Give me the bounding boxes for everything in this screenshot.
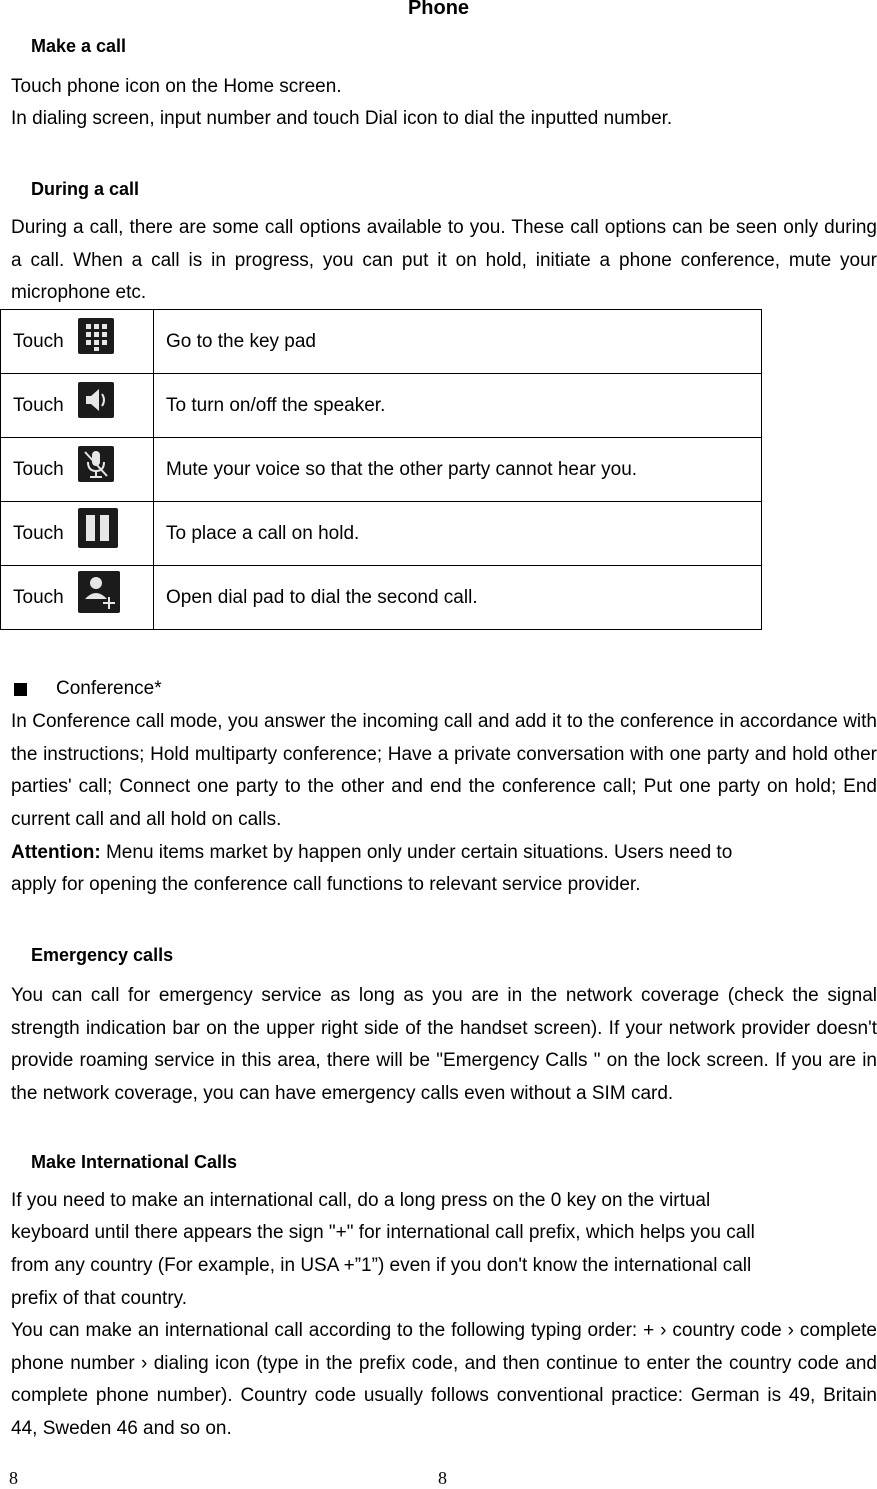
international-line2: keyboard until there appears the sign "+" for international call prefix, which helps you call	[11, 1222, 755, 1243]
make-call-line1: Touch phone icon on the Home screen.	[11, 76, 342, 97]
attention-label: Attention:	[11, 842, 101, 863]
international-line4: prefix of that country.	[11, 1288, 188, 1309]
touch-label: Touch	[13, 522, 64, 544]
option-description: Go to the key pad	[154, 310, 762, 374]
keypad-icon	[78, 318, 114, 354]
emergency-heading: Emergency calls	[31, 945, 174, 965]
option-description: Mute your voice so that the other party cannot hear you.	[154, 438, 762, 502]
option-description: To turn on/off the speaker.	[154, 374, 762, 438]
option-description: Open dial pad to dial the second call.	[154, 566, 762, 630]
conference-text: In Conference call mode, you answer the incoming call and add it to the conference in accordance with the instructions; Hold multiparty conference; Have a private conversation with one party and hold other parties' call; Connect one party to the other and end the conference call; Put one party on hold; End current call and all hold on calls.	[11, 711, 877, 830]
page-title: Phone	[407, 0, 470, 19]
international-line3: from any country (For example, in USA +”1”) even if you don't know the international call	[11, 1255, 752, 1276]
make-call-line2: In dialing screen, input number and touch Dial icon to dial the inputted number.	[11, 108, 673, 129]
make-call-heading: Make a call	[31, 36, 127, 56]
hold-pause-icon	[78, 508, 118, 548]
attention-line2: apply for opening the conference call functions to relevant service provider.	[11, 874, 641, 895]
attention-line1	[11, 842, 877, 864]
mute-microphone-icon	[78, 446, 114, 482]
footer-page-center: 8	[438, 1468, 447, 1488]
international-heading: Make International Calls	[31, 1152, 238, 1172]
during-call-text: During a call, there are some call options available to you. These call options can be seen only during a call. When a call is in progress, you can put it on hold, initiate a phone conference, mute your microphone etc.	[11, 217, 877, 303]
conference-heading: Conference*	[56, 678, 162, 699]
touch-label: Touch	[13, 330, 64, 352]
touch-label: Touch	[13, 394, 64, 416]
call-options-table	[0, 309, 762, 630]
international-text2: You can make an international call according to the following typing order: + › country code › complete phone number › dialing icon (type in the prefix code, and then continue to enter the country code and complete phone number). Country code usually follows conventional practice: German is 49, Britain 44, Sweden 46 and so on.	[11, 1320, 877, 1439]
table-row	[1, 374, 762, 438]
table-row	[1, 566, 762, 630]
speaker-icon	[78, 382, 114, 418]
during-call-heading: During a call	[31, 179, 140, 199]
table-row	[1, 310, 762, 374]
emergency-text: You can call for emergency service as long as you are in the network coverage (check the signal strength indication bar on the upper right side of the handset screen). If your network provider doesn't provide roaming service in this area, there will be "Emergency Calls " on the lock screen. If you are in the network coverage, you can have emergency calls even without a SIM card.	[11, 985, 877, 1104]
add-call-person-icon	[78, 571, 120, 613]
touch-label: Touch	[13, 586, 64, 608]
attention-text: Menu items market by happen only under certain situations. Users need to	[100, 842, 733, 863]
bullet-square-icon	[14, 683, 27, 696]
table-row	[1, 502, 762, 566]
touch-label: Touch	[13, 458, 64, 480]
footer-page-left: 8	[9, 1468, 18, 1488]
table-row	[1, 438, 762, 502]
international-line1: If you need to make an international call, do a long press on the 0 key on the virtual	[11, 1190, 711, 1211]
option-description: To place a call on hold.	[154, 502, 762, 566]
